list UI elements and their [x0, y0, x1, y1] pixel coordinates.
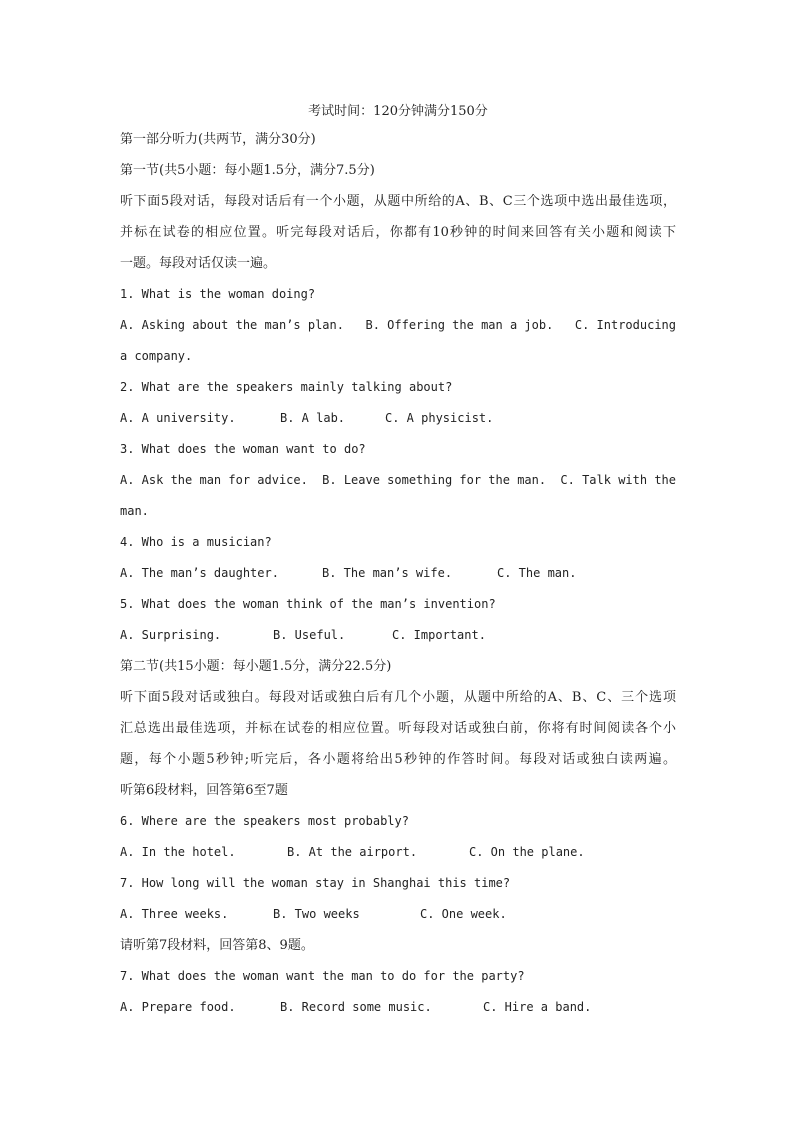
- question-2-option-a: A. A university.: [120, 411, 236, 425]
- question-4-option-b: B. The man’s wife.: [322, 566, 453, 580]
- question-8-option-b: B. Record some music.: [280, 1000, 432, 1014]
- question-7-option-c: C. One week.: [420, 907, 507, 921]
- question-5-option-a: A. Surprising.: [120, 628, 222, 642]
- question-6-option-c: C. On the plane.: [469, 845, 585, 859]
- question-1: 1. What is the woman doing?: [120, 287, 316, 301]
- question-2: 2. What are the speakers mainly talking about?: [120, 380, 453, 394]
- section1-instructions-line-2: 并标在试卷的相应位置。听完每段对话后，你都有10秒钟的时间来回答有关小题和阅读下: [120, 225, 676, 240]
- question-7-option-b: B. Two weeks: [273, 907, 360, 921]
- question-8-option-a: A. Prepare food.: [120, 1000, 236, 1014]
- question-3-option-a: A. Ask the man for advice.: [120, 473, 308, 487]
- question-1-option-c: C. Introducing: [574, 318, 676, 332]
- question-3-options: [120, 465, 676, 496]
- question-3-option-c-continued: man.: [120, 504, 149, 518]
- question-5: 5. What does the woman think of the man’s invention?: [120, 597, 496, 611]
- section2-instructions-line-1: 听下面5段对话或独白。每段对话或独白后有几个小题，从题中所给的A、B、C、三个选项: [120, 690, 676, 705]
- question-2-options: [120, 403, 676, 434]
- question-4-option-a: A. The man’s daughter.: [120, 566, 279, 580]
- question-7: 7. How long will the woman stay in Shanghai this time?: [120, 876, 511, 890]
- question-8: 7. What does the woman want the man to do for the party?: [120, 969, 525, 983]
- question-6: 6. Where are the speakers most probably?: [120, 814, 409, 828]
- question-3: 3. What does the woman want to do?: [120, 442, 366, 456]
- section1-instructions-line-3: 一题。每段对话仅读一遍。: [120, 256, 277, 271]
- exam-page: [120, 100, 676, 1023]
- question-1-option-a: A. Asking about the man’s plan.: [120, 318, 344, 332]
- section2-instructions-line-2: 汇总选出最佳选项，并标在试卷的相应位置。听每段对话或独白前，你将有时间阅读各个小: [120, 721, 676, 736]
- section1-instructions-line-1: 听下面5段对话，每段对话后有一个小题，从题中所给的A、B、C三个选项中选出最佳选项，: [120, 194, 676, 209]
- question-4-option-c: C. The man.: [497, 566, 577, 580]
- question-3-option-c: C. Talk with the: [560, 473, 676, 487]
- part1-heading: 第一部分听力(共两节，满分30分): [120, 132, 316, 147]
- question-3-option-b: B. Leave something for the man.: [322, 473, 547, 487]
- question-5-option-b: B. Useful.: [273, 628, 346, 642]
- material-6-instruction: 听第6段材料，回答第6至7题: [120, 783, 288, 798]
- exam-time-header: 考试时间：120分钟满分150分: [308, 104, 488, 119]
- question-8-options: [120, 992, 676, 1023]
- section2-instructions-line-3: 题，每个小题5秒钟;听完后，各小题将给出5秒钟的作答时间。每段对话或独白读两遍。: [120, 752, 676, 767]
- question-6-option-a: A. In the hotel.: [120, 845, 236, 859]
- section2-heading: 第二节(共15小题：每小题1.5分，满分22.5分): [120, 659, 392, 674]
- question-5-option-c: C. Important.: [392, 628, 486, 642]
- question-5-options: [120, 620, 676, 651]
- question-6-option-b: B. At the airport.: [287, 845, 418, 859]
- question-7-options: [120, 899, 676, 930]
- question-1-option-b: B. Offering the man a job.: [365, 318, 554, 332]
- question-8-option-c: C. Hire a band.: [483, 1000, 592, 1014]
- material-7-instruction: 请听第7段材料，回答第8、9题。: [120, 938, 314, 953]
- question-1-option-c-continued: a company.: [120, 349, 193, 363]
- question-2-option-b: B. A lab.: [280, 411, 346, 425]
- question-6-options: [120, 837, 676, 868]
- question-4-options: [120, 558, 676, 589]
- question-1-options: [120, 310, 676, 341]
- question-7-option-a: A. Three weeks.: [120, 907, 229, 921]
- section1-heading: 第一节(共5小题：每小题1.5分，满分7.5分): [120, 163, 375, 178]
- question-2-option-c: C. A physicist.: [385, 411, 494, 425]
- question-4: 4. Who is a musician?: [120, 535, 272, 549]
